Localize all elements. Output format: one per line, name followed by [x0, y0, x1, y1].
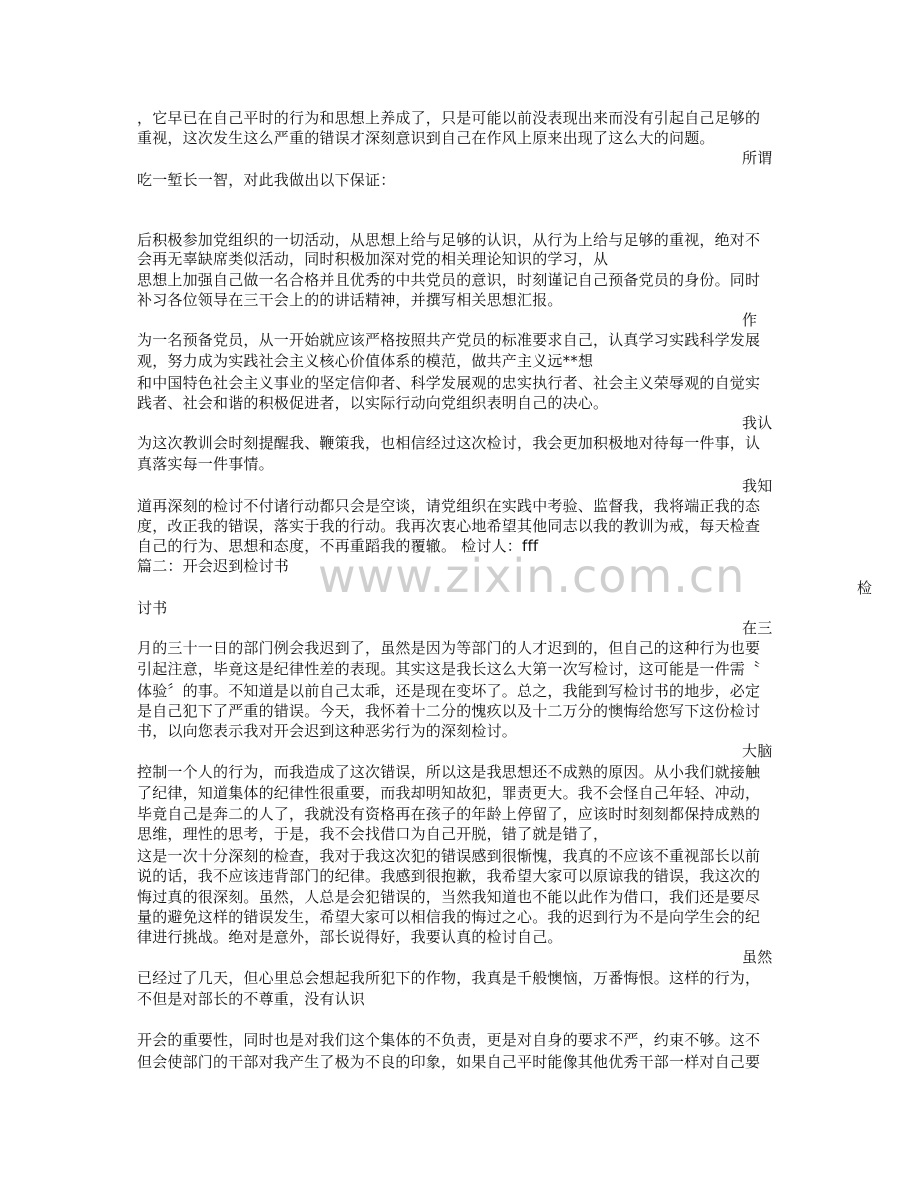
- text-line: 月的三十一日的部门例会我迟到了，虽然是因为等部门的人才迟到的，但自己的这种行为也要: [137, 639, 761, 657]
- text-line: 为这次教训会时刻提醒我、鞭策我，也相信经过这次检讨，我会更加积极地对待每一件事，认: [137, 434, 761, 452]
- text-line: 真落实每一件事情。: [137, 455, 274, 473]
- text-line: 道再深刻的检讨不付诸行动都只会是空谈，请党组织在实践中考验、监督我，我将端正我的态: [137, 497, 761, 515]
- text-line: 后积极参加党组织的一切活动，从思想上给与足够的认识，从行为上给与足够的重视，绝对不: [137, 231, 761, 249]
- text-line: 虽然: [742, 948, 773, 966]
- text-line: 悔过真的很深刻。虽然，人总是会犯错误的，当然我知道也不能以此作为借口，我们还是要尽: [137, 888, 761, 906]
- text-line: 自己的行为、思想和态度，不再重蹈我的覆辙。 检讨人：fff: [137, 537, 539, 555]
- text-line: 重视，这次发生这么严重的错误才深刻意识到自己在作风上原来出现了这么大的问题。: [137, 129, 715, 147]
- text-line: 书，以向您表示我对开会迟到这种恶劣行为的深刻检讨。: [137, 722, 518, 740]
- text-line: 思维，理性的思考，于是，我不会找借口为自己开脱，错了就是错了，: [137, 825, 609, 843]
- text-line: 大脑: [742, 742, 773, 760]
- text-line: 开会的重要性，同时也是对我们这个集体的不负责，更是对自身的要求不严，约束不够。这不: [137, 1031, 761, 1049]
- text-line: 这是一次十分深刻的检查，我对于我这次犯的错误感到很惭愧，我真的不应该不重视部长以前: [137, 847, 761, 865]
- text-line: 已经过了几天，但心里总会想起我所犯下的作物，我真是千般懊恼，万番悔恨。这样的行为，: [137, 969, 761, 987]
- text-line: 但会使部门的干部对我产生了极为不良的印象，如果自己平时能像其他优秀干部一样对自己要: [137, 1053, 761, 1071]
- text-line: 所谓: [742, 149, 773, 167]
- text-line: 思想上加强自己做一名合格并且优秀的中共党员的意识，时刻谨记自己预备党员的身份。同时: [137, 271, 761, 289]
- text-line: 说的话，我不应该违背部门的纪律。我感到很抱歉，我希望大家可以原谅我的错误，我这次的: [137, 867, 761, 885]
- text-line: 补习各位领导在三干会上的的讲话精神，并撰写相关思想汇报。: [137, 291, 563, 309]
- text-line: 作: [742, 311, 758, 329]
- text-line: 毕竟自己是奔二的人了，我就没有资格再在孩子的年龄上停留了，应该时时刻刻都保持成熟的: [137, 805, 761, 823]
- text-line: 引起注意，毕竟这是纪律性差的表现。其实这是我长这么大第一次写检讨，这可能是一件需〝: [137, 660, 761, 678]
- text-line: 度，改正我的错误，落实于我的行动。我再次衷心地希望其他同志以我的教训为戒，每天检查: [137, 517, 761, 535]
- text-line: 我认: [742, 414, 773, 432]
- text-line: 我知: [742, 477, 773, 495]
- text-line: 观，努力成为实践社会主义核心价值体系的模范，做共产主义远**想: [137, 352, 594, 370]
- text-line: 讨书: [137, 599, 168, 617]
- text-line: 量的避免这样的错误发生，希望大家可以相信我的悔过之心。我的迟到行为不是向学生会的纪: [137, 908, 761, 926]
- text-line: ，它早已在自己平时的行为和思想上养成了，只是可能以前没表现出来而没有引起自己足够的: [137, 109, 761, 127]
- text-line: 和中国特色社会主义事业的坚定信仰者、科学发展观的忠实执行者、社会主义荣辱观的自觉实: [137, 374, 761, 392]
- text-line: 了纪律，知道集体的纪律性很重要，而我却明知故犯，罪责更大。我不会怪自己年轻、冲动，: [137, 784, 761, 802]
- text-line: 控制一个人的行为，而我造成了这次错误，所以这是我思想还不成熟的原因。从小我们就接触: [137, 763, 761, 781]
- text-line: 律进行挑战。绝对是意外，部长说得好，我要认真的检讨自己。: [137, 928, 563, 946]
- text-line: 不但是对部长的不尊重，没有认识: [137, 990, 366, 1008]
- text-line: 践者、社会和谐的积极促进者，以实际行动向党组织表明自己的决心。: [137, 394, 609, 412]
- text-line: 是自己犯下了严重的错误。今天，我怀着十二分的愧疚以及十二万分的懊悔给您写下这份检讨: [137, 702, 761, 720]
- text-line: 吃一堑长一智，对此我做出以下保证：: [137, 171, 396, 189]
- section-heading: 篇二：开会迟到检讨书: [137, 557, 290, 575]
- text-line: 为一名预备党员，从一开始就应该严格按照共产党员的标准要求自己，认真学习实践科学发展: [137, 331, 761, 349]
- text-line: 体验〞的事。不知道是以前自己太乖，还是现在变坏了。总之，我能到写检讨书的地步，必定: [137, 682, 761, 700]
- text-line: 检: [857, 579, 873, 597]
- watermark: www.zixin.com.cn: [318, 549, 746, 603]
- text-line: 在三: [742, 619, 773, 637]
- text-line: 会再无辜缺席类似活动，同时积极加深对党的相关理论知识的学习，从: [137, 250, 609, 268]
